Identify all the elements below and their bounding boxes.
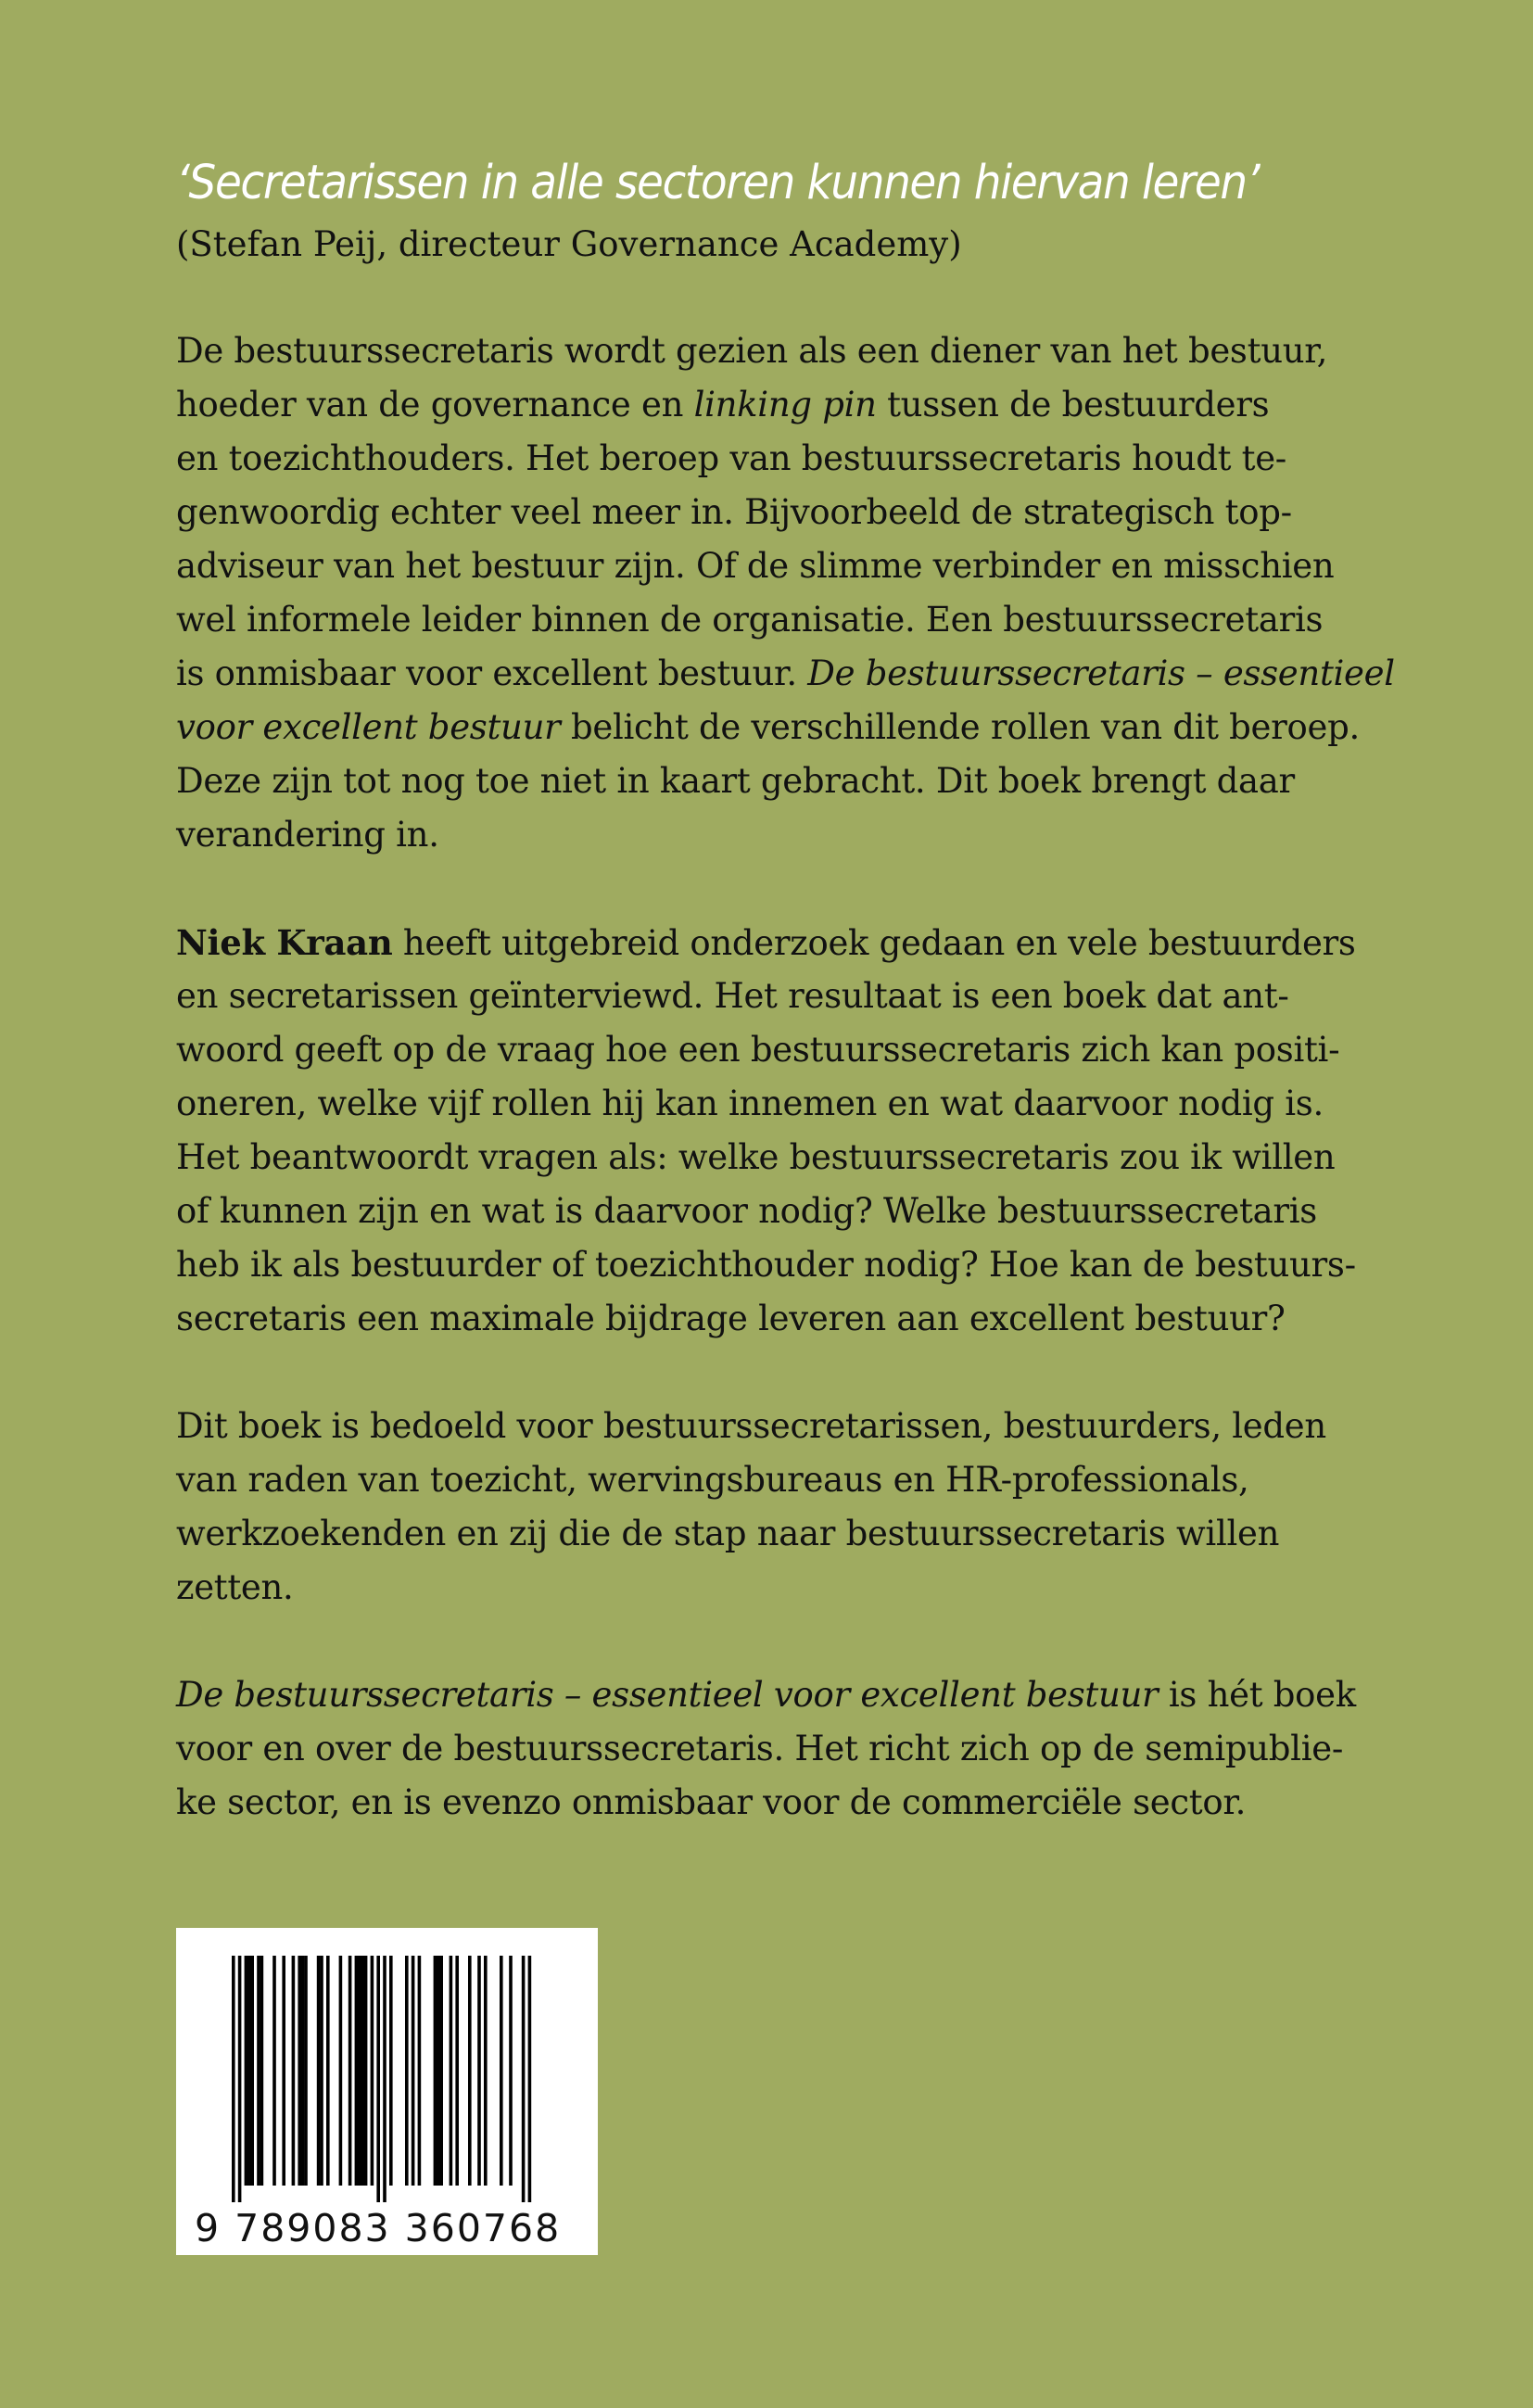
text-span: ke sector, en is evenzo onmisbaar voor de commerciële sector.: [176, 1782, 1247, 1822]
text-span: heeft uitgebreid onderzoek gedaan en vele bestuurders: [392, 923, 1356, 963]
barcode-bar: [418, 1956, 422, 2186]
barcode-bar: [450, 1956, 453, 2186]
italic-text: voor excellent bestuur: [176, 707, 561, 747]
text-line: [176, 1776, 1372, 1830]
text-span: secretaris een maximale bijdrage leveren aan excellent bestuur?: [176, 1299, 1286, 1338]
barcode-bar: [245, 1956, 248, 2186]
barcode-bar: [509, 1956, 513, 2186]
paragraph: [176, 916, 1372, 1346]
text-span: Deze zijn tot nog toe niet in kaart gebracht. Dit boek brengt daar: [176, 761, 1295, 801]
text-span: Dit boek is bedoeld voor bestuurssecretarissen, bestuurders, leden: [176, 1406, 1326, 1446]
barcode-bars: [176, 1928, 598, 2206]
barcode-bar: [500, 1956, 503, 2186]
text-line: [176, 1507, 1372, 1561]
quote-attribution: (Stefan Peij, directeur Governance Academy): [176, 224, 962, 264]
barcode-bar: [250, 1956, 254, 2186]
text-span: genwoordig echter veel meer in. Bijvoorbeeld de strategisch top-: [176, 492, 1292, 532]
barcode-bar: [412, 1956, 415, 2186]
text-span: of kunnen zijn en wat is daarvoor nodig? Welke bestuurssecretaris: [176, 1191, 1317, 1231]
text-span: woord geeft op de vraag hoe een bestuurssecretaris zich kan positi-: [176, 1030, 1340, 1070]
italic-text: De bestuurssecretaris – essentieel voor excellent bestuur: [176, 1675, 1159, 1715]
barcode-bar: [468, 1956, 472, 2186]
text-line: [176, 1668, 1372, 1722]
barcode-bar: [383, 1956, 386, 2202]
paragraph-gap: [176, 1346, 1372, 1400]
barcode-bar: [405, 1956, 409, 2186]
barcode-bar: [355, 1956, 359, 2186]
text-line: [176, 1453, 1372, 1507]
text-line: [176, 1023, 1372, 1077]
barcode-bar: [455, 1956, 459, 2186]
barcode-bar: [320, 1956, 323, 2186]
text-span: De bestuurssecretaris wordt gezien als een diener van het bestuur,: [176, 331, 1328, 371]
text-span: is onmisbaar voor excellent bestuur.: [176, 653, 808, 693]
text-line: [176, 1400, 1372, 1453]
text-span: verandering in.: [176, 815, 439, 855]
barcode-bar: [260, 1956, 264, 2186]
barcode-bar: [298, 1956, 301, 2186]
text-line: [176, 1561, 1372, 1615]
paragraph: [176, 1668, 1372, 1830]
text-line: [176, 539, 1372, 593]
text-span: voor en over de bestuurssecretaris. Het richt zich op de semipublie-: [176, 1729, 1344, 1768]
barcode-bar: [238, 1956, 242, 2202]
text-span: hoeder van de governance en: [176, 385, 694, 425]
barcode-bar: [477, 1956, 481, 2186]
text-line: [176, 808, 1372, 862]
barcode-bar: [361, 1956, 364, 2186]
isbn-digits: 9 789083 360768: [195, 2206, 562, 2250]
paragraph: [176, 1400, 1372, 1615]
barcode-bar: [326, 1956, 330, 2186]
text-span: van raden van toezicht, wervingsbureaus en HR-professionals,: [176, 1460, 1249, 1500]
isbn-barcode: [176, 1928, 598, 2255]
author-name: Niek Kraan: [176, 922, 393, 963]
barcode-bar: [282, 1956, 285, 2186]
text-line: [176, 593, 1372, 647]
barcode-bar: [389, 1956, 393, 2186]
barcode-bar: [484, 1956, 488, 2186]
text-line: [176, 1722, 1372, 1776]
barcode-bar: [528, 1956, 532, 2202]
text-span: belicht de verschillende rollen van dit beroep.: [560, 707, 1360, 747]
text-line: [176, 916, 1372, 970]
text-span: wel informele leider binnen de organisatie. Een bestuurssecretaris: [176, 600, 1324, 640]
barcode-bar: [434, 1956, 437, 2186]
text-line: [176, 324, 1372, 378]
text-line: [176, 378, 1372, 432]
barcode-bar: [376, 1956, 380, 2202]
text-line: [176, 1238, 1372, 1292]
italic-text: linking pin: [693, 385, 877, 425]
text-line: [176, 970, 1372, 1023]
text-line: [176, 1185, 1372, 1238]
paragraph: [176, 324, 1395, 862]
text-span: werkzoekenden en zij die de stap naar bestuurssecretaris willen: [176, 1514, 1280, 1553]
text-line: [176, 1131, 1372, 1185]
barcode-bar: [257, 1956, 260, 2186]
text-line: [176, 1077, 1372, 1131]
barcode-bar: [339, 1956, 343, 2186]
barcode-bar: [247, 1956, 251, 2186]
barcode-bar: [371, 1956, 374, 2186]
text-span: heb ik als bestuurder of toezichthouder nodig? Hoe kan de bestuurs-: [176, 1245, 1356, 1285]
barcode-bar: [437, 1956, 440, 2186]
text-line: [176, 486, 1372, 539]
barcode-bar: [364, 1956, 368, 2186]
barcode-bar: [292, 1956, 296, 2186]
text-span: tussen de bestuurders: [876, 385, 1270, 425]
barcode-bar: [301, 1956, 305, 2186]
blurb-text: [176, 324, 1395, 1830]
text-span: zetten.: [176, 1567, 294, 1607]
text-line: [176, 432, 1372, 486]
text-span: Het beantwoordt vragen als: welke bestuurssecretaris zou ik willen: [176, 1137, 1336, 1177]
paragraph-gap: [176, 862, 1372, 916]
barcode-bar: [358, 1956, 361, 2186]
barcode-bar: [348, 1956, 352, 2186]
barcode-bar: [232, 1956, 235, 2202]
text-line: [176, 701, 1372, 754]
text-span: oneren, welke vijf rollen hij kan innemen en wat daarvoor nodig is.: [176, 1084, 1324, 1123]
barcode-bar: [522, 1956, 526, 2202]
italic-text: De bestuurssecretaris – essentieel: [807, 653, 1395, 693]
barcode-bar: [272, 1956, 276, 2186]
barcode-bar: [439, 1956, 443, 2186]
text-span: is hét boek: [1158, 1675, 1356, 1715]
cover-quote: ‘Secretarissen in alle sectoren kunnen hiervan leren’: [176, 156, 1260, 210]
barcode-bar: [304, 1956, 308, 2186]
text-span: en toezichthouders. Het beroep van bestuurssecretaris houdt te-: [176, 438, 1286, 478]
text-line: [176, 754, 1372, 808]
text-span: en secretarissen geïnterviewd. Het resultaat is een boek dat ant-: [176, 976, 1289, 1016]
paragraph-gap: [176, 1615, 1372, 1668]
barcode-bar: [317, 1956, 321, 2186]
text-line: [176, 647, 1395, 701]
text-line: [176, 1292, 1372, 1346]
text-span: adviseur van het bestuur zijn. Of de slimme verbinder en misschien: [176, 546, 1335, 586]
